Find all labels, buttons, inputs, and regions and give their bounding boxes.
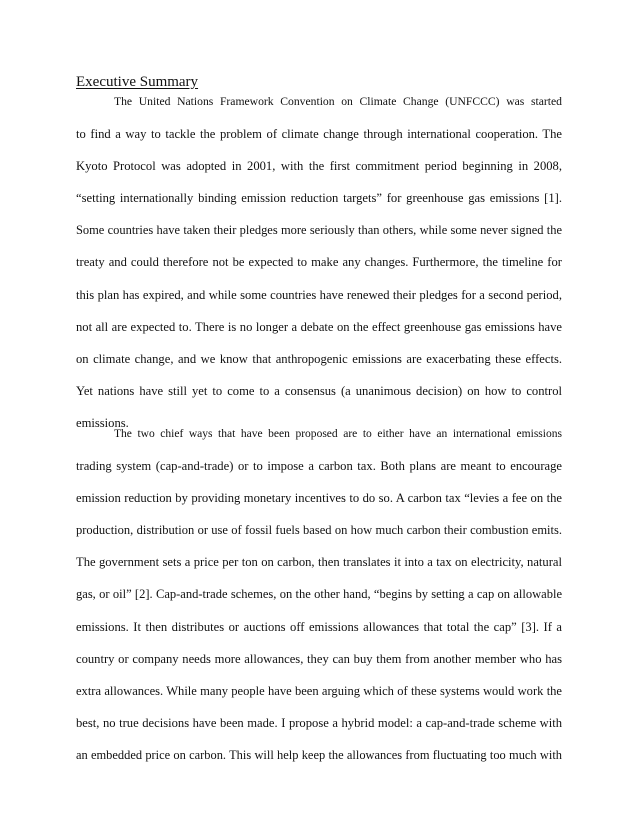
paragraph-line: The United Nations Framework Convention on Climate Change (UNFCCC) was started — [114, 95, 562, 108]
paragraph-line: extra allowances. While many people have been arguing which of these systems would work the — [76, 683, 562, 698]
paragraph-line: on climate change, and we know that anthropogenic emissions are exacerbating these effects. — [76, 351, 562, 366]
paragraph-line: this plan has expired, and while some countries have renewed their pledges for a second period, — [76, 287, 562, 302]
paragraph-line: Kyoto Protocol was adopted in 2001, with the first commitment period beginning in 2008, — [76, 159, 562, 174]
paragraph-line: an embedded price on carbon. This will help keep the allowances from fluctuating too much with — [76, 747, 562, 762]
paragraph-line: country or company needs more allowances, they can buy them from another member who has — [76, 651, 562, 666]
paragraph-line: emissions. It then distributes or auctions off emissions allowances that total the cap” [3]. If a — [76, 619, 562, 634]
paragraph-line: Some countries have taken their pledges more seriously than others, while some never signed the — [76, 223, 562, 238]
paragraph-line: production, distribution or use of fossil fuels based on how much carbon their combustion emits. — [76, 523, 562, 538]
paragraph-line: Yet nations have still yet to come to a consensus (a unanimous decision) on how to control — [76, 383, 562, 398]
paragraph-line: gas, or oil” [2]. Cap-and-trade schemes, on the other hand, “begins by setting a cap on allowable — [76, 587, 562, 602]
paragraph-line: “setting internationally binding emission reduction targets” for greenhouse gas emissions [1]. — [76, 191, 562, 206]
section-heading: Executive Summary — [76, 74, 199, 90]
paragraph-line: The government sets a price per ton on carbon, then translates it into a tax on electricity, natural — [76, 555, 562, 570]
paragraph-1 — [76, 86, 562, 439]
paragraph-line: emission reduction by providing monetary incentives to do so. A carbon tax “levies a fee on the — [76, 491, 562, 506]
paragraph-line: emissions. — [76, 415, 129, 430]
paragraph-line: best, no true decisions have been made. I propose a hybrid model: a cap-and-trade scheme with — [76, 715, 562, 730]
paragraph-line: The two chief ways that have been proposed are to either have an international emissions — [114, 428, 562, 440]
paragraph-line: trading system (cap-and-trade) or to impose a carbon tax. Both plans are meant to encourage — [76, 459, 562, 474]
paragraph-line: to find a way to tackle the problem of climate change through international cooperation. The — [76, 127, 562, 142]
paragraph-line: treaty and could therefore not be expected to make any changes. Furthermore, the timeline for — [76, 255, 562, 270]
paragraph-line: not all are expected to. There is no longer a debate on the effect greenhouse gas emissions have — [76, 319, 562, 334]
paragraph-2 — [76, 418, 562, 771]
